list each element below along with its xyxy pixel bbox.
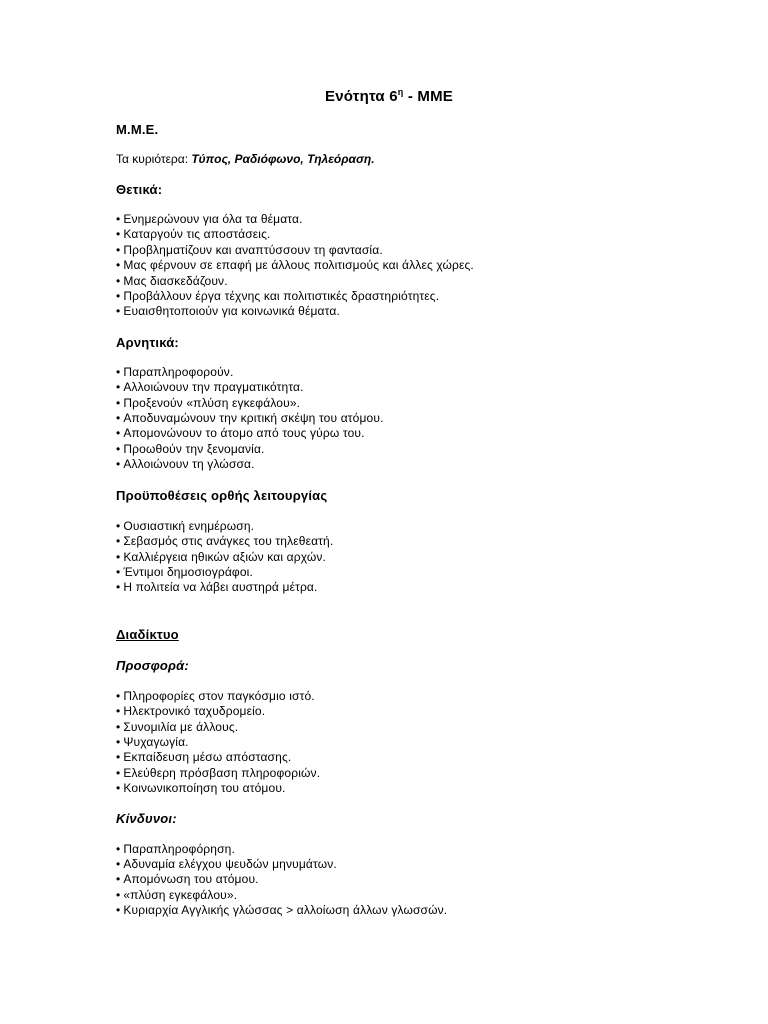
bullet-icon: • bbox=[116, 364, 121, 379]
bullet-icon: • bbox=[116, 457, 121, 472]
offers-heading: Προσφορά: bbox=[116, 657, 189, 673]
title-superscript: η bbox=[397, 87, 404, 97]
title-text: Ενότητα 6 bbox=[325, 88, 398, 105]
bullet-icon: • bbox=[116, 411, 121, 426]
bullet-icon: • bbox=[116, 841, 121, 856]
bullet-icon: • bbox=[116, 534, 121, 549]
list-item bbox=[116, 380, 736, 395]
list-item-text: «πλύση εγκεφάλου». bbox=[123, 887, 238, 902]
list-item-text: Αποδυναμώνουν την κριτική σκέψη του ατόμου. bbox=[123, 411, 384, 426]
dangers-heading: Κίνδυνοι: bbox=[116, 810, 177, 826]
list-item bbox=[116, 289, 736, 304]
negatives-list bbox=[116, 365, 736, 473]
list-item-text: Πληροφορίες στον παγκόσμιο ιστό. bbox=[123, 688, 315, 703]
positives-list bbox=[116, 212, 736, 320]
list-item bbox=[116, 750, 736, 765]
bullet-icon: • bbox=[116, 750, 121, 765]
mme-intro-prefix: Τα κυριότερα: bbox=[116, 152, 192, 166]
list-item-text: Σεβασμός στις ανάγκες του τηλεθεατή. bbox=[123, 534, 334, 549]
bullet-icon: • bbox=[116, 289, 121, 304]
list-item-text: Παραπληροφορούν. bbox=[123, 364, 234, 379]
list-item-text: Απομόνωση του ατόμου. bbox=[123, 872, 259, 887]
list-item-text: Απομονώνουν το άτομο από τους γύρω του. bbox=[123, 426, 365, 441]
list-item-text: Αδυναμία ελέγχου ψευδών μηνυμάτων. bbox=[123, 856, 337, 871]
bullet-icon: • bbox=[116, 734, 121, 749]
list-item bbox=[116, 580, 736, 595]
list-item-text: Ψυχαγωγία. bbox=[123, 734, 189, 749]
internet-heading: Διαδίκτυο bbox=[116, 626, 179, 642]
list-item-text: Προβάλλουν έργα τέχνης και πολιτιστικές δραστηριότητες. bbox=[123, 289, 440, 304]
list-item bbox=[116, 258, 736, 273]
bullet-icon: • bbox=[116, 441, 121, 456]
list-item bbox=[116, 534, 736, 549]
list-item bbox=[116, 212, 736, 227]
list-item-text: Προξενούν «πλύση εγκεφάλου». bbox=[123, 395, 301, 410]
list-item bbox=[116, 781, 736, 796]
list-item bbox=[116, 842, 736, 857]
bullet-icon: • bbox=[116, 227, 121, 242]
list-item bbox=[116, 396, 736, 411]
list-item-text: Καταργούν τις αποστάσεις. bbox=[123, 227, 271, 242]
list-item bbox=[116, 243, 736, 258]
prerequisites-heading: Προϋποθέσεις ορθής λειτουργίας bbox=[116, 487, 328, 503]
bullet-icon: • bbox=[116, 564, 121, 579]
list-item bbox=[116, 565, 736, 580]
list-item-text: Αλλοιώνουν τη γλώσσα. bbox=[123, 457, 255, 472]
positives-heading: Θετικά: bbox=[116, 182, 163, 197]
negatives-heading: Αρνητικά: bbox=[116, 334, 179, 350]
list-item-text: Συνομιλία με άλλους. bbox=[123, 719, 239, 734]
list-item-text: Εκπαίδευση μέσω απόστασης. bbox=[123, 750, 292, 765]
bullet-icon: • bbox=[116, 872, 121, 887]
list-item bbox=[116, 766, 736, 781]
bullet-icon: • bbox=[116, 781, 121, 796]
list-item-text: Ευαισθητοποιούν για κοινωνικά θέματα. bbox=[123, 304, 340, 319]
list-item-text: Καλλιέργεια ηθικών αξιών και αρχών. bbox=[123, 549, 327, 564]
bullet-icon: • bbox=[116, 426, 121, 441]
bullet-icon: • bbox=[116, 765, 121, 780]
document-content bbox=[116, 122, 736, 919]
list-item bbox=[116, 457, 736, 472]
list-item-text: Κυριαρχία Αγγλικής γλώσσας > αλλοίωση άλλων γλωσσών. bbox=[123, 903, 448, 918]
list-item bbox=[116, 872, 736, 887]
list-item-text: Ελεύθερη πρόσβαση πληροφοριών. bbox=[123, 765, 321, 780]
list-item-text: Ηλεκτρονικό ταχυδρομείο. bbox=[123, 704, 266, 719]
bullet-icon: • bbox=[116, 242, 121, 257]
list-item bbox=[116, 888, 736, 903]
list-item bbox=[116, 274, 736, 289]
list-item bbox=[116, 720, 736, 735]
list-item bbox=[116, 689, 736, 704]
list-item-text: Παραπληροφόρηση. bbox=[123, 841, 235, 856]
bullet-icon: • bbox=[116, 688, 121, 703]
bullet-icon: • bbox=[116, 887, 121, 902]
list-item-text: Μας φέρνουν σε επαφή με άλλους πολιτισμούς και άλλες χώρες. bbox=[123, 258, 474, 273]
bullet-icon: • bbox=[116, 380, 121, 395]
bullet-icon: • bbox=[116, 719, 121, 734]
bullet-icon: • bbox=[116, 304, 121, 319]
list-item bbox=[116, 550, 736, 565]
list-item-text: Προωθούν την ξενομανία. bbox=[123, 441, 265, 456]
title-suffix: - ΜΜΕ bbox=[403, 88, 453, 105]
bullet-icon: • bbox=[116, 549, 121, 564]
bullet-icon: • bbox=[116, 273, 121, 288]
bullet-icon: • bbox=[116, 518, 121, 533]
list-item-text: Προβληματίζουν και αναπτύσσουν τη φαντασία. bbox=[123, 242, 383, 257]
list-item bbox=[116, 519, 736, 534]
bullet-icon: • bbox=[116, 704, 121, 719]
offers-list bbox=[116, 689, 736, 797]
mme-intro-media: Τύπος, Ραδιόφωνο, Τηλεόραση. bbox=[191, 152, 375, 166]
list-item-text: Αλλοιώνουν την πραγματικότητα. bbox=[123, 380, 304, 395]
bullet-icon: • bbox=[116, 212, 121, 226]
list-item bbox=[116, 442, 736, 457]
list-item bbox=[116, 857, 736, 872]
bullet-icon: • bbox=[116, 856, 121, 871]
page-title bbox=[0, 87, 768, 105]
list-item-text: Ενημερώνουν για όλα τα θέματα. bbox=[123, 212, 303, 226]
mme-intro bbox=[116, 152, 736, 167]
list-item bbox=[116, 227, 736, 242]
bullet-icon: • bbox=[116, 580, 121, 595]
dangers-list bbox=[116, 842, 736, 919]
list-item bbox=[116, 411, 736, 426]
bullet-icon: • bbox=[116, 903, 121, 918]
list-item bbox=[116, 903, 736, 918]
list-item bbox=[116, 365, 736, 380]
list-item-text: Μας διασκεδάζουν. bbox=[123, 273, 228, 288]
list-item-text: Έντιμοι δημοσιογράφοι. bbox=[123, 564, 253, 579]
list-item-text: Κοινωνικοποίηση του ατόμου. bbox=[123, 781, 286, 796]
list-item bbox=[116, 304, 736, 319]
list-item-text: Η πολιτεία να λάβει αυστηρά μέτρα. bbox=[123, 580, 318, 595]
prerequisites-list bbox=[116, 519, 736, 596]
mme-heading: Μ.Μ.Ε. bbox=[116, 122, 159, 137]
bullet-icon: • bbox=[116, 395, 121, 410]
list-item bbox=[116, 735, 736, 750]
list-item-text: Ουσιαστική ενημέρωση. bbox=[123, 518, 255, 533]
list-item bbox=[116, 704, 736, 719]
bullet-icon: • bbox=[116, 258, 121, 273]
list-item bbox=[116, 426, 736, 441]
